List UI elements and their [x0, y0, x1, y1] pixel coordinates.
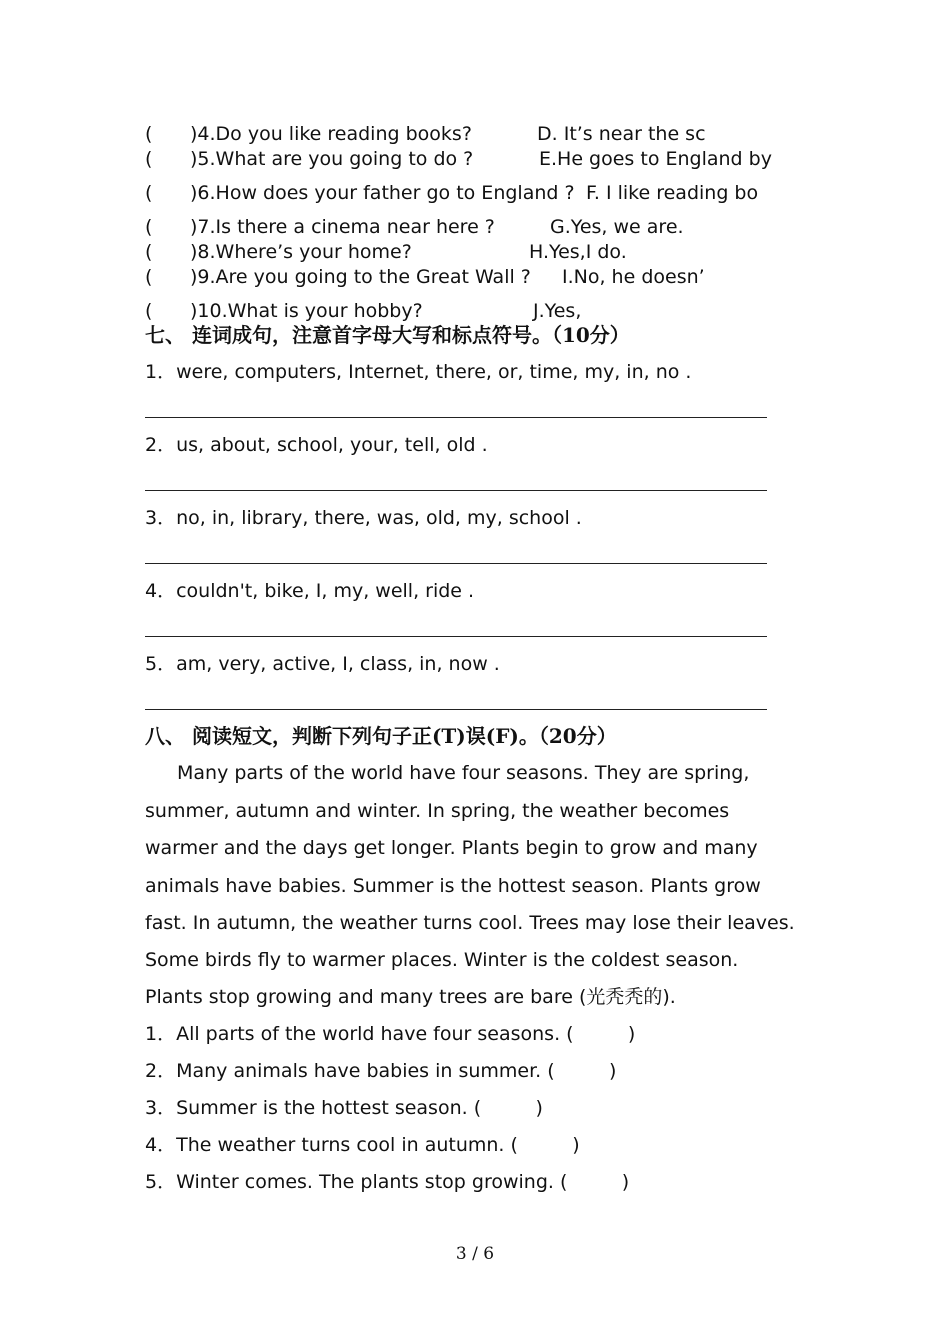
sentence-item: 4．couldn't, bike, I, my, well, ride .: [145, 580, 475, 602]
matching-answer: E.He goes to England by: [539, 148, 772, 170]
paren: (: [145, 216, 153, 238]
tf-question: 5．Winter comes. The plants stop growing. ( ): [145, 1171, 630, 1193]
sentence-item: 3．no, in, library, there, was, old, my, school .: [145, 507, 582, 529]
passage-line: summer, autumn and winter. In spring, the weather becomes: [145, 800, 730, 822]
sentence-item: 1．were, computers, Internet, there, or, time, my, in, no .: [145, 361, 692, 383]
matching-question: )9.Are you going to the Great Wall ?: [190, 266, 531, 288]
matching-question: )6.How does your father go to England ?: [190, 182, 575, 204]
matching-answer: F. I like reading bo: [586, 182, 759, 204]
paren: (: [145, 241, 153, 263]
matching-question: )7.Is there a cinema near here ?: [190, 216, 495, 238]
passage-line: animals have babies. Summer is the hottest season. Plants grow: [145, 875, 761, 897]
passage-line: Plants stop growing and many trees are bare (光秃秃的).: [145, 986, 676, 1008]
answer-line: [145, 417, 767, 418]
section-7-heading: 七、 连词成句，注意首字母大写和标点符号。（10分）: [145, 323, 630, 347]
tf-question: 4．The weather turns cool in autumn. ( ): [145, 1134, 580, 1156]
passage-line: fast. In autumn, the weather turns cool. Trees may lose their leaves.: [145, 912, 795, 934]
matching-answer: H.Yes,I do.: [529, 241, 627, 263]
passage-line: Many parts of the world have four seasons. They are spring,: [177, 762, 750, 784]
answer-line: [145, 563, 767, 564]
tf-question: 2．Many animals have babies in summer. ( ): [145, 1060, 617, 1082]
matching-question: )8.Where’s your home?: [190, 241, 412, 263]
passage-line: warmer and the days get longer. Plants begin to grow and many: [145, 837, 758, 859]
answer-line: [145, 709, 767, 710]
paren: (: [145, 266, 153, 288]
page-number: 3 / 6: [455, 1244, 495, 1264]
tf-question: 3．Summer is the hottest season. ( ): [145, 1097, 543, 1119]
paren: (: [145, 182, 153, 204]
passage-line: Some birds fly to warmer places. Winter is the coldest season.: [145, 949, 739, 971]
paren: (: [145, 123, 153, 145]
matching-question: )5.What are you going to do ?: [190, 148, 474, 170]
sentence-item: 5．am, very, active, I, class, in, now .: [145, 653, 500, 675]
matching-question: )10.What is your hobby?: [190, 300, 423, 322]
matching-answer: G.Yes, we are.: [550, 216, 684, 238]
matching-question: )4.Do you like reading books?: [190, 123, 472, 145]
matching-answer: I.No, he doesn’: [562, 266, 705, 288]
paren: (: [145, 148, 153, 170]
tf-question: 1．All parts of the world have four seasons. ( ): [145, 1023, 636, 1045]
paren: (: [145, 300, 153, 322]
section-8-heading: 八、 阅读短文，判断下列句子正(T)误(F)。（20分）: [145, 724, 617, 748]
answer-line: [145, 636, 767, 637]
answer-line: [145, 490, 767, 491]
sentence-item: 2．us, about, school, your, tell, old .: [145, 434, 488, 456]
matching-answer: D. It’s near the sc: [537, 123, 706, 145]
matching-answer: J.Yes,: [533, 300, 582, 322]
